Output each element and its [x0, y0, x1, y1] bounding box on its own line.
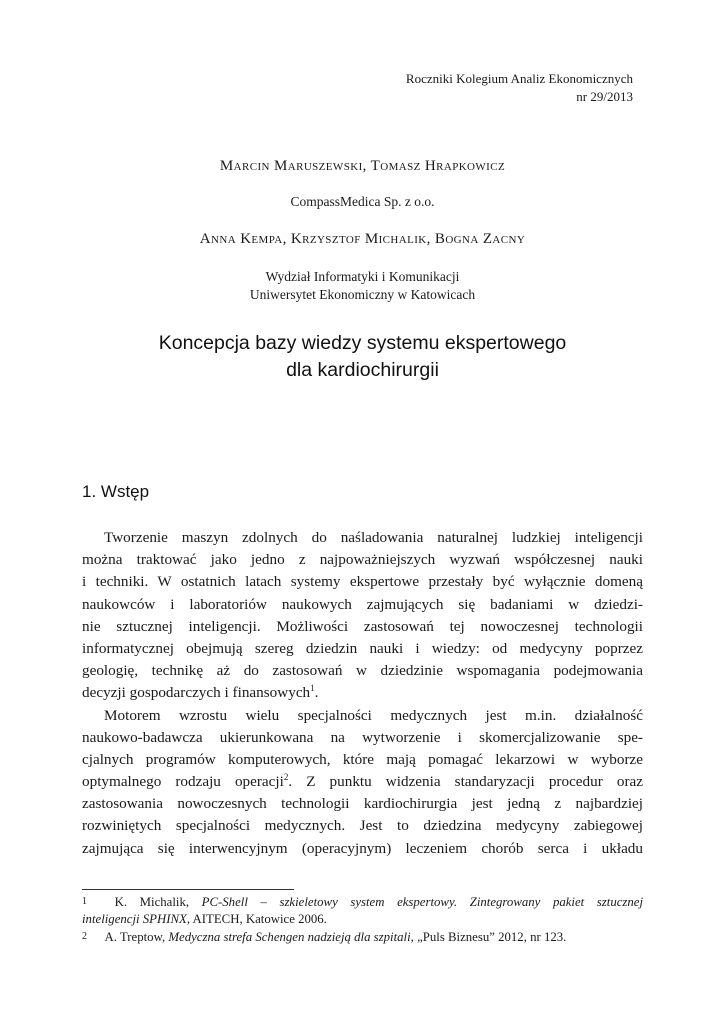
footnote-2-rest: , „Puls Biznesu” 2012, nr 123. [410, 930, 567, 944]
paragraph-1-line: naukowców i laboratoriów naukowych zajmujących się badaniami w dziedzi- [82, 595, 643, 613]
paragraph-2-line4-b: . Z punktu widzenia standaryzacji procedur oraz [288, 773, 643, 791]
journal-issue: nr 29/2013 [576, 89, 633, 104]
footnote-2-author: A. Treptow, [104, 930, 166, 944]
affiliation-2-line1: Wydział Informatyki i Komunikacji [265, 269, 460, 284]
paragraph-2-line: rozwiniętych specjalności medycznych. Jest to dziedzina medycyny zabiegowej [82, 817, 643, 835]
footnote-1-rest: , AITECH, Katowice 2006. [186, 911, 327, 926]
paragraph-2-line: zajmująca się interwencyjnym (operacyjnym) leczeniem chorób serca i układu [82, 839, 643, 857]
paragraph-1-last-end: . [314, 684, 319, 702]
affiliation-1 [0, 193, 725, 211]
journal-header [406, 70, 633, 106]
authors-group-2: Anna Kempa, Krzysztof Michalik, Bogna Zacny [199, 231, 526, 247]
footnotes [82, 893, 643, 946]
paragraph-2-line4-a: optymalnego rodzaju operacji [82, 773, 284, 791]
paragraph-1-line: informatycznej obejmują szereg dziedzin nauki i wiedzy: od medycyny poprzez [82, 639, 643, 657]
paragraph-1-line: i techniki. W ostatnich latach systemy ekspertowe przestały być wyłącznie domeną [82, 573, 643, 591]
paper-title-line1: Koncepcja bazy wiedzy systemu ekspertowego [158, 332, 567, 354]
affiliation-2-line2: Uniwersytet Ekonomiczny w Katowicach [249, 287, 476, 302]
paragraph-2-line: naukowo-badawcza ukierunkowana na wytworzenie i skomercjalizowanie spe- [82, 728, 643, 746]
section-heading: 1. Wstęp [82, 482, 150, 501]
affiliation-2 [0, 268, 725, 304]
paragraph-2-line: zastosowania nowoczesnych technologii kardiochirurgia jest jedną z najbardziej [82, 795, 643, 813]
footnote-ref-1[interactable]: 1 [310, 683, 315, 694]
footnote-divider [82, 889, 294, 890]
affiliation-1-line: CompassMedica Sp. z o.o. [290, 194, 435, 209]
body-text [82, 527, 643, 860]
paragraph-2-line: cjalnych programów komputerowych, które mają pomagać lekarzowi w wyborze [82, 750, 643, 768]
paper-title-line2: dla kardiochirurgii [286, 359, 439, 381]
journal-name: Roczniki Kolegium Analiz Ekonomicznych [405, 71, 633, 86]
footnote-2 [82, 928, 643, 946]
paragraph-1-line: można traktować jako jedno z najpoważniejszych wyzwań współczesnej nauki [82, 551, 643, 569]
footnote-1-line2 [82, 911, 643, 929]
paragraph-1-line: Tworzenie maszyn zdolnych do naśladowania naturalnej ludzkiej inteligencji [104, 529, 643, 546]
paragraph-1-line: nie sztucznej inteligencji. Możliwości zastosowań tej nowoczesnej technologii [82, 617, 643, 635]
footnote-1-title-a: PC-Shell – szkieletowy system ekspertowy. Zintegrowany pakiet sztucznej [201, 895, 644, 909]
footnote-ref-2[interactable]: 2 [283, 772, 289, 782]
footnote-1-author: K. Michalik, [114, 895, 190, 909]
paragraph-1-line: geologię, technikę aż do zastosowań w dziedzinie wspomagania podejmowania [82, 662, 643, 680]
paragraph-2-line: Motorem wzrostu wielu specjalności medycznych jest m.in. działalność [104, 706, 643, 724]
paper-title [0, 330, 725, 384]
paragraph-2-line [82, 771, 643, 793]
paragraph-1-last-text: decyzji gospodarczych i finansowych [82, 684, 311, 702]
authors-group-1: Marcin Maruszewski, Tomasz Hrapkowicz [219, 158, 506, 174]
footnote-2-title: Medyczna strefa Schengen nadzieją dla szpitali [168, 930, 411, 944]
paragraph-1-last-line [82, 682, 643, 704]
footnote-1-line1 [82, 893, 643, 911]
footnote-2-number: 2 [82, 931, 87, 942]
footnote-1-number: 1 [82, 896, 87, 907]
footnote-1-title-b: inteligencji SPHINX [82, 911, 187, 926]
